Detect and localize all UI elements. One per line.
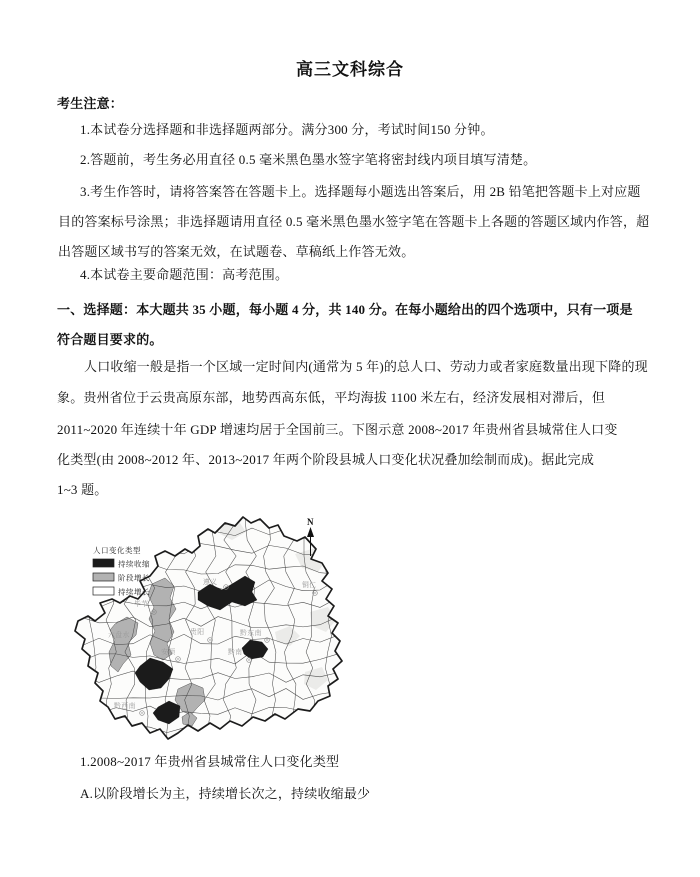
guizhou-population-map <box>70 512 360 744</box>
city-label-qiannan: 黔南 <box>228 649 243 656</box>
passage-line-2: 象。贵州省位于云贵高原东部，地势西高东低，平均海拔 1100 米左右，经济发展相对滞后，但 <box>57 390 606 405</box>
passage-line-4: 化类型(由 2008~2012 年、2013~2017 年两个阶段县城人口变化状况叠加绘制而成)。据此完成 <box>57 452 595 467</box>
notice-item-3-line-2: 目的答案标号涂黑；非选择题请用直径 0.5 毫米黑色墨水签字笔在答题卡上各题的答题区域内作答，超 <box>58 214 650 229</box>
city-label-liupanshui: 六盘水 <box>108 632 130 639</box>
passage-line-1: 人口收缩一般是指一个区域一定时间内(通常为 5 年)的总人口、劳动力或者家庭数量出现下降的现 <box>84 359 648 374</box>
passage-line-3: 2011~2020 年连续十年 GDP 增速均居于全国前三。下图示意 2008~2017 年贵州省县城常住人口变 <box>57 422 618 437</box>
legend-label-shrink: 持续收缩 <box>118 559 150 569</box>
legend-title: 人口变化类型 <box>93 546 141 555</box>
passage-line-5: 1~3 题。 <box>57 482 108 497</box>
city-label-zunyi: 遵义 <box>203 579 218 586</box>
notice-item-3-line-1: 3.考生作答时，请将答案答在答题卡上。选择题每小题选出答案后，用 2B 铅笔把答题卡上对应题 <box>80 184 641 199</box>
question-1-text: 1.2008~2017 年贵州省县城常住人口变化类型 <box>80 754 340 769</box>
legend-swatch-shrink <box>93 559 114 567</box>
question-1-option-a: A.以阶段增长为主，持续增长次之，持续收缩最少 <box>80 786 371 801</box>
section-header-line-1: 一、选择题：本大题共 35 小题，每小题 4 分，共 140 分。在每小题给出的四个选项中，只有一项是 <box>57 302 633 317</box>
city-label-tongren: 铜仁 <box>302 582 317 589</box>
legend-swatch-stage-growth <box>93 573 114 581</box>
notice-item-2: 2.答题前，考生务必用直径 0.5 毫米黑色墨水签字笔将密封线内项目填写清楚。 <box>80 152 537 167</box>
legend-label-stage-growth: 阶段增长 <box>118 573 150 583</box>
page-title: 高三文科综合 <box>296 60 404 79</box>
map-legend <box>93 545 150 597</box>
city-label-anshun: 安顺 <box>161 649 176 656</box>
legend-swatch-continuous-growth <box>93 587 114 595</box>
notice-item-3-line-3: 出答题区域书写的答案无效，在试题卷、草稿纸上作答无效。 <box>58 244 415 259</box>
notice-item-1: 1.本试卷分选择题和非选择题两部分。满分300 分，考试时间150 分钟。 <box>80 122 494 137</box>
notice-item-4: 4.本试卷主要命题范围：高考范围。 <box>80 267 289 282</box>
city-label-guiyang: 贵阳 <box>190 629 205 636</box>
legend-label-continuous-growth: 持续增长 <box>118 587 150 597</box>
city-label-bijie: 毕节 <box>134 601 149 608</box>
section-header-line-2: 符合题目要求的。 <box>57 332 163 347</box>
city-label-qiandongnan: 黔东南 <box>240 630 262 637</box>
svg-text:N: N <box>307 517 314 527</box>
city-label-qianxinan: 黔西南 <box>114 703 136 710</box>
notice-heading: 考生注意： <box>57 96 124 111</box>
